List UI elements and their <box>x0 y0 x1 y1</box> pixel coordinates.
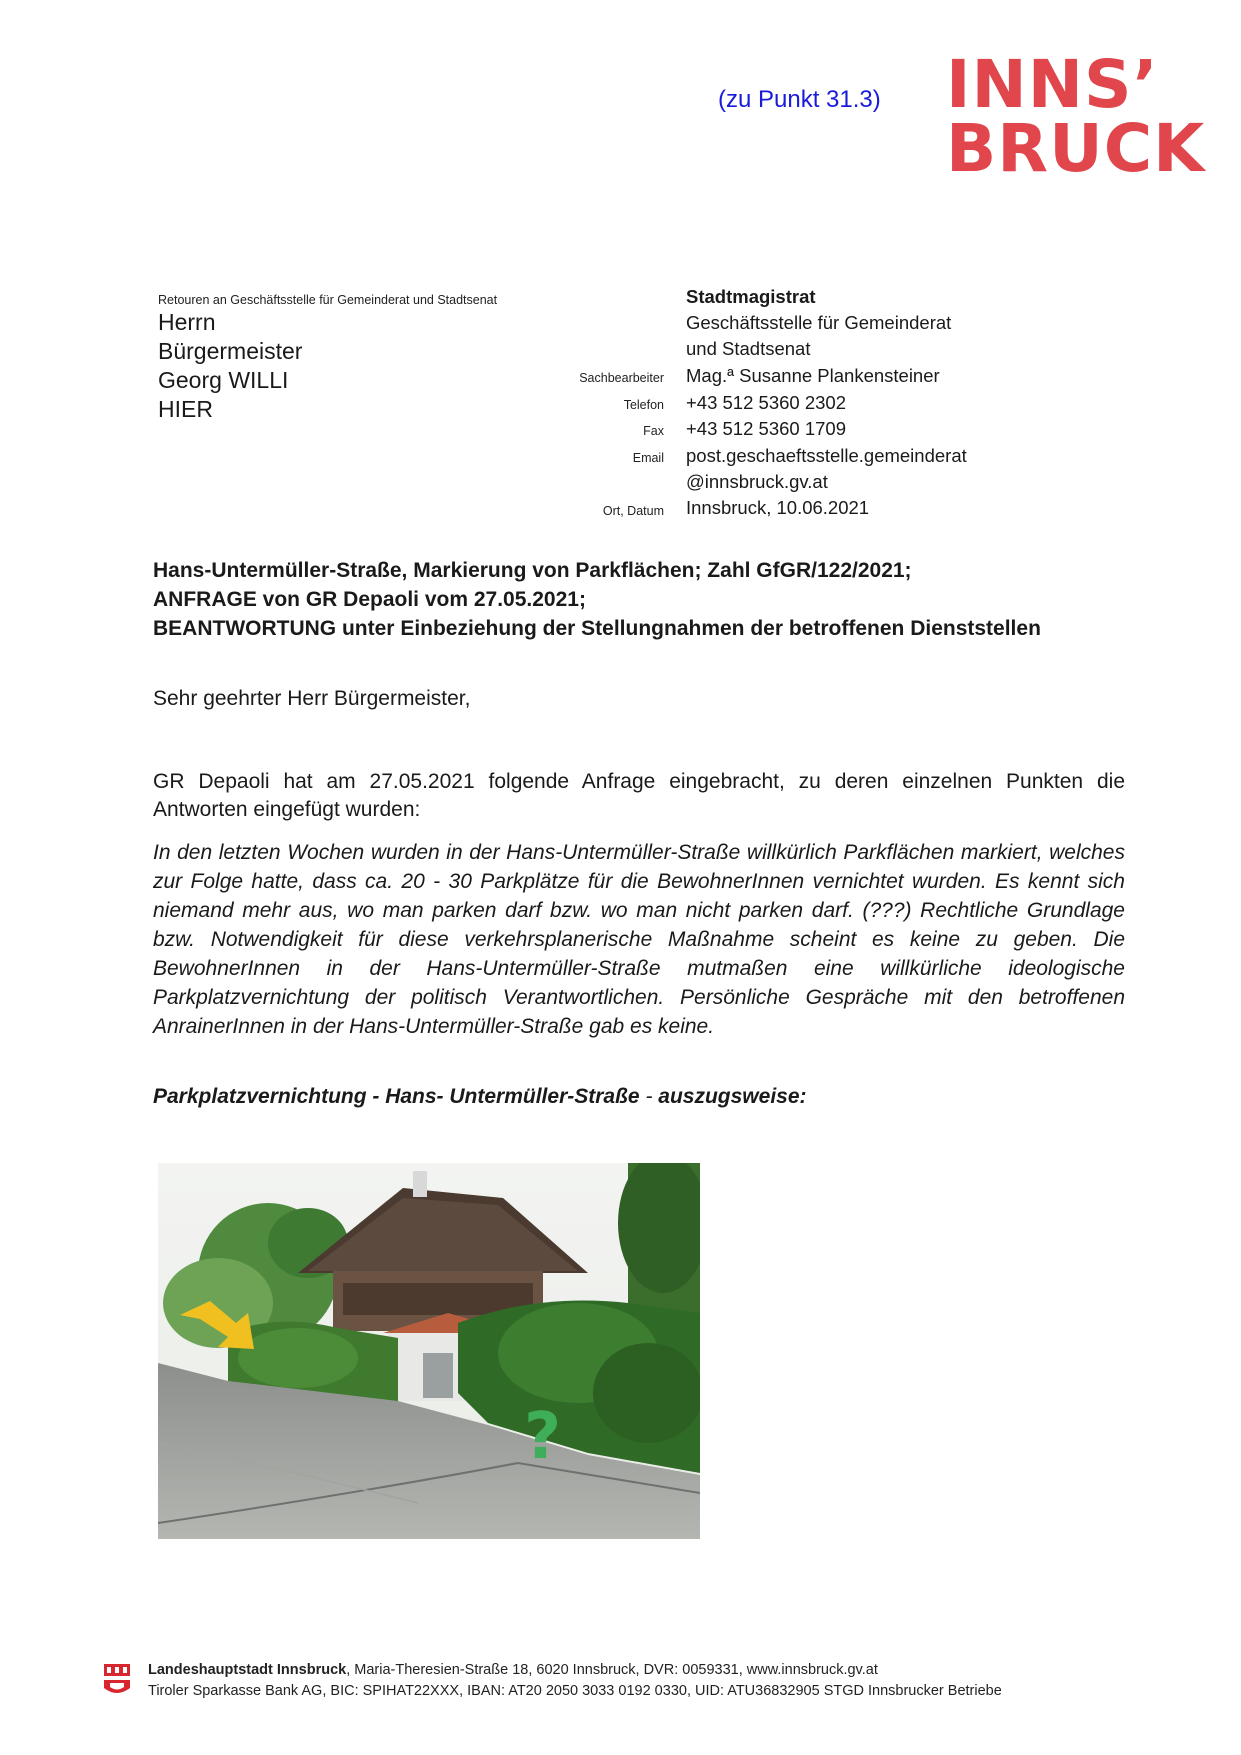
agenda-reference: (zu Punkt 31.3) <box>718 86 881 113</box>
date-value: Innsbruck, 10.06.2021 <box>686 497 870 518</box>
subject-line: BEANTWORTUNG unter Einbeziehung der Stellungnahmen der betroffenen Dienststellen <box>153 617 1041 640</box>
sender-dept: und Stadtsenat <box>686 338 811 359</box>
subject <box>153 556 1153 643</box>
recipient-line: Georg WILLI <box>158 367 289 393</box>
innsbruck-logo <box>946 46 1206 187</box>
sender-dept: Geschäftsstelle für Gemeinderat <box>686 312 952 333</box>
street-photo <box>158 1163 700 1539</box>
photo-heading <box>153 1085 807 1109</box>
question-text: In den letzten Wochen wurden in der Hans-Untermüller-Straße willkürlich Parkflächen markiert, welches zur Folge hatte, dass ca. 20 - 30 Parkplätze für die BewohnerInnen vernichtet wurden. Es kennt sich niemand mehr aus, wo man parken darf bzw. wo man nicht parken darf. (???) Rechtliche Grundlage bzw. Notwendigkeit für diese verkehrsplanerische Maßnahme scheint es keine zu geben. Die BewohnerInnen in der Hans-Untermüller-Straße mutmaßen eine willkürliche ideologische Parkplatzvernichtung der politisch Verantwortlichen. Persönliche Gespräche mit den betroffenen AnrainerInnen in der Hans-Untermüller-Straße gab es keine. <box>153 841 1125 1038</box>
fax-value: +43 512 5360 1709 <box>686 418 846 439</box>
phone-label: Telefon <box>623 398 664 412</box>
email-value: @innsbruck.gv.at <box>686 471 828 492</box>
footer-line-2: Tiroler Sparkasse Bank AG, BIC: SPIHAT22XXX, IBAN: AT20 2050 3033 0192 0330, UID: ATU36832905 STGD Innsbrucker Betriebe <box>148 1683 1002 1699</box>
footer-address: , Maria-Theresien-Straße 18, 6020 Innsbruck, DVR: 0059331, www.innsbruck.gv.at <box>346 1662 878 1678</box>
fax-label: Fax <box>643 424 664 438</box>
innsbruck-crest-icon <box>104 1664 130 1700</box>
logo-line-2: BRUCK <box>946 110 1206 187</box>
recipient-line: HIER <box>158 396 213 422</box>
street-photo-illustration <box>158 1163 700 1539</box>
recipient-line: Bürgermeister <box>158 338 303 364</box>
phone-value: +43 512 5360 2302 <box>686 392 846 413</box>
intro-paragraph: GR Depaoli hat am 27.05.2021 folgende Anfrage eingebracht, zu deren einzelnen Punkten die Antworten eingefügt wurden: <box>153 770 1125 821</box>
footer-line-1 <box>148 1660 1002 1681</box>
footer-city: Landeshauptstadt Innsbruck <box>148 1662 347 1678</box>
email-value: post.geschaeftsstelle.gemeinderat <box>686 445 967 466</box>
date-label: Ort, Datum <box>602 504 664 518</box>
recipient-line: Herrn <box>158 309 216 335</box>
recipient-address <box>158 308 302 424</box>
question-mark-overlay: ? <box>524 1400 562 1474</box>
photo-heading-tail: auszugsweise: <box>658 1085 807 1108</box>
salutation: Sehr geehrter Herr Bürgermeister, <box>153 687 471 710</box>
clerk-label: Sachbearbeiter <box>579 371 664 385</box>
email-label: Email <box>632 451 664 465</box>
return-note: Retouren an Geschäftsstelle für Gemeinderat und Stadtsenat <box>158 293 498 307</box>
subject-line: ANFRAGE von GR Depaoli vom 27.05.2021; <box>153 588 586 611</box>
photo-heading-main: Parkplatzvernichtung - Hans- Untermüller-Straße <box>153 1085 640 1108</box>
sender-org: Stadtmagistrat <box>686 286 816 307</box>
photo-heading-separator: - <box>639 1085 659 1108</box>
clerk-name: Mag.ª Susanne Plankensteiner <box>686 365 940 386</box>
subject-line: Hans-Untermüller-Straße, Markierung von Parkflächen; Zahl GfGR/122/2021; <box>153 559 912 582</box>
logo-line-1: INNS’ <box>946 46 1159 123</box>
